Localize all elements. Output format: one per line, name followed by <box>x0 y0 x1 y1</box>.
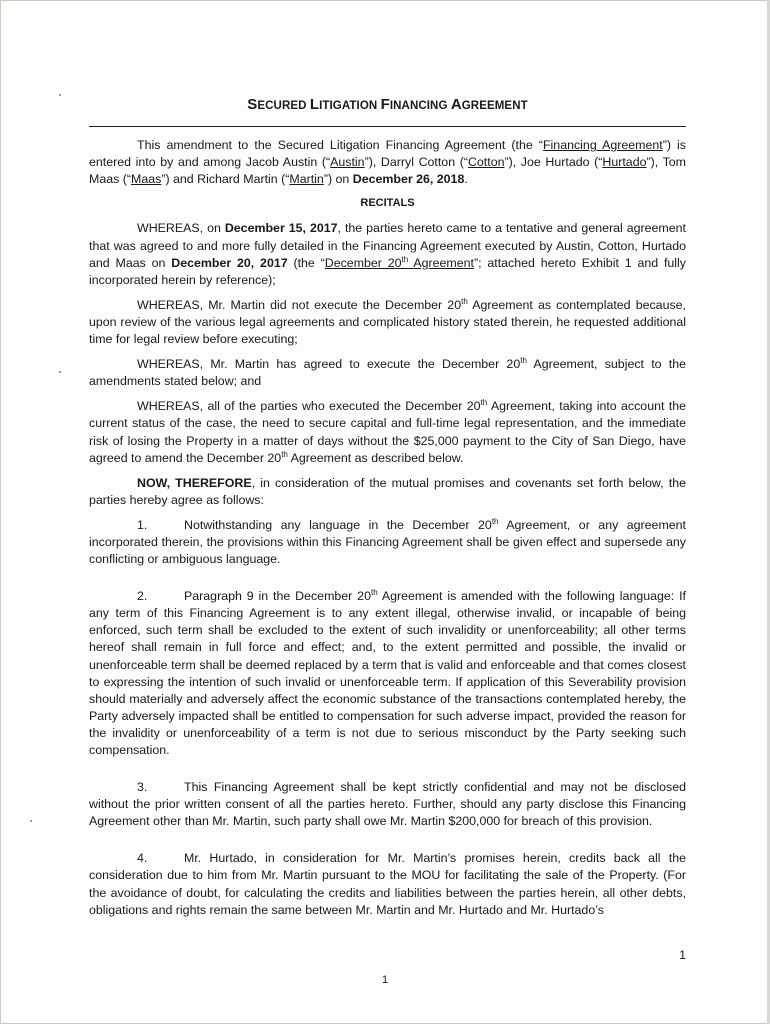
clause-paragraph: 2. Paragraph 9 in the December 20th Agreement is amended with the following language: If any term of this Financing Agreement is to any extent illegal, otherwise invalid, or incapable of being enforced, such term shall be excluded to the extent of such invalidity or unenforceability; all other terms hereof shall remain in full force and effect; and, to the extent permitted and possible, the invalid or unenforceable term shall be deemed replaced by a term that is valid and enforceable and that comes closest to expressing the intention of such invalid or unenforceable term. If application of this Severability provision should materially and adversely affect the economic substance of the transactions contemplated hereby, the Party adversely impacted shall be entitled to compensation for such adverse impact, provided the reason for the invalidity or unenforceability of a term is not due to serious misconduct by the Party seeking such compensation. <box>89 588 687 757</box>
scan-speck <box>59 371 61 373</box>
clause-number: 4. <box>137 851 148 866</box>
document-page <box>89 96 686 919</box>
clause-paragraph: 1. Notwithstanding any language in the December 20th Agreement, or any agreement incorporated therein, the provisions within this Financing Agreement shall be given effect and supersede any conflicting or ambiguous language. <box>89 516 686 567</box>
clause-number: 1. <box>137 517 148 532</box>
recital-paragraph: WHEREAS, on December 15, 2017, the parties hereto came to a tentative and general agreement that was agreed to and more fully detailed in the Financing Agreement executed by Austin, Cotton, Hurtado and Maas on December 20, 2017 (the “December 20th Agreement”; attached hereto Exhibit 1 and fully incorporated herein by reference); <box>89 221 686 287</box>
document-title: SECURED LITIGATION FINANCING AGREEMENT <box>247 96 528 113</box>
recitals-heading: RECITALS <box>360 197 415 210</box>
clause-paragraph: 3. This Financing Agreement shall be kept strictly confidential and may not be disclosed without the prior written consent of all the parties hereto. Further, should any party disclose this Financing Agreement other than Mr. Martin, such party shall owe Mr. Martin $200,000 for breach of this provision. <box>89 780 686 829</box>
scan-speck <box>59 94 61 96</box>
recital-paragraph: WHEREAS, Mr. Martin did not execute the December 20th Agreement as contemplated because, upon review of the various legal agreements and complicated history stated therein, he requested additional time for legal review before executing; <box>89 296 686 347</box>
recital-paragraph: WHEREAS, Mr. Martin has agreed to execute the December 20th Agreement, subject to the amendments stated below; and <box>89 356 686 389</box>
clause-number: 2. <box>137 589 148 604</box>
footer-page-number: 1 <box>381 974 389 986</box>
scan-speck <box>30 820 32 822</box>
title-rule <box>89 126 686 127</box>
page-number: 1 <box>679 948 686 962</box>
intro-paragraph: This amendment to the Secured Litigation Financing Agreement (the “Financing Agreement”) is entered into by and among Jacob Austin (“Austin”), Darryl Cotton (“Cotton”), Joe Hurtado (“Hurtado”), Tom Maas (“Maas”) and Richard Martin (“Martin”) on December 26, 2018. <box>89 138 686 187</box>
clause-number: 3. <box>137 780 148 795</box>
recital-paragraph: WHEREAS, all of the parties who executed the December 20th Agreement, taking into account the current status of the case, the need to secure capital and full-time legal representation, and the immediate risk of losing the Property in a matter of days without the $25,000 payment to the City of San Diego, have agreed to amend the December 20th Agreement as described below. <box>89 398 686 465</box>
clause-paragraph: 4. Mr. Hurtado, in consideration for Mr. Martin’s promises herein, credits back all the consideration due to him from Mr. Martin pursuant to the MOU for facilitating the sale of the Property. (For the avoidance of doubt, for calculating the credits and liabilities between the parties herein, all other debts, obligations and rights remain the same between Mr. Martin and Mr. Hurtado and Mr. Hurtado’s <box>89 851 686 917</box>
now-therefore-paragraph: NOW, THEREFORE, in consideration of the mutual promises and covenants set forth below, the parties hereby agree as follows: <box>89 475 686 507</box>
